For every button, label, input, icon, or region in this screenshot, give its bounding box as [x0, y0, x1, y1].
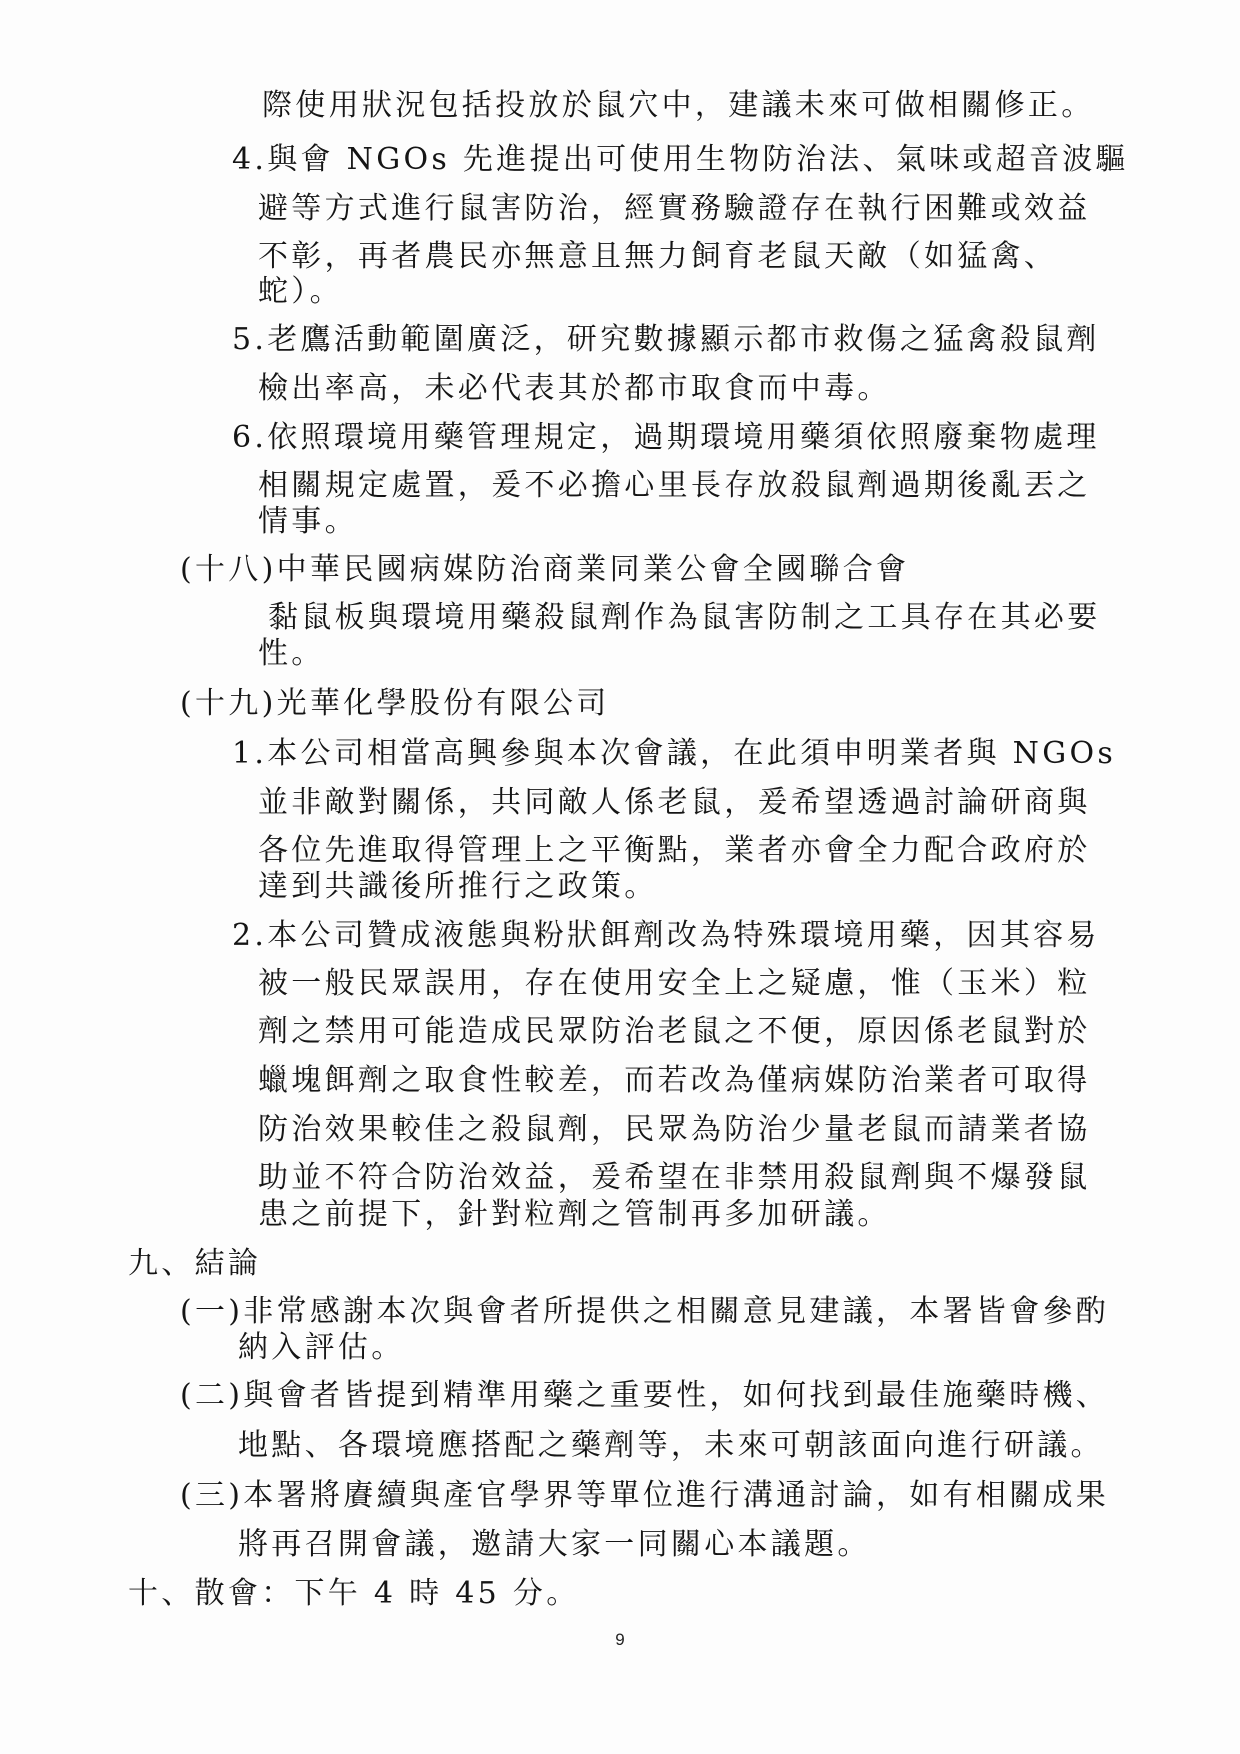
- text-line: 助並不符合防治效益，爰希望在非禁用殺鼠劑與不爆發鼠: [258, 1160, 1091, 1195]
- text-line: (三)本署將賡續與產官學界等單位進行溝通討論，如有相關成果: [180, 1478, 1110, 1513]
- section-heading: 九、結論: [128, 1246, 262, 1281]
- text-line: 蛇）。: [258, 274, 343, 309]
- text-line: 黏鼠板與環境用藥殺鼠劑作為鼠害防制之工具存在其必要: [268, 600, 1101, 635]
- text-line: 性。: [258, 636, 325, 671]
- text-line: 地點、各環境應搭配之藥劑等，未來可朝該面向進行研議。: [238, 1428, 1104, 1463]
- text-line: 蠟塊餌劑之取食性較差，而若改為僅病媒防治業者可取得: [258, 1063, 1091, 1098]
- text-line: (一)非常感謝本次與會者所提供之相關意見建議，本署皆會參酌: [180, 1294, 1110, 1329]
- text-line: 相關規定處置，爰不必擔心里長存放殺鼠劑過期後亂丟之: [258, 468, 1091, 503]
- text-line: 情事。: [258, 504, 358, 539]
- section-heading: (十八)中華民國病媒防治商業同業公會全國聯合會: [180, 552, 910, 587]
- text-line: 患之前提下，針對粒劑之管制再多加研議。: [258, 1197, 891, 1232]
- text-line: 防治效果較佳之殺鼠劑，民眾為防治少量老鼠而請業者協: [258, 1112, 1091, 1147]
- text-line: 5.老鷹活動範圍廣泛，研究數據顯示都市救傷之猛禽殺鼠劑: [232, 322, 1100, 357]
- text-line: 納入評估。: [238, 1330, 405, 1365]
- text-line: 2.本公司贊成液態與粉狀餌劑改為特殊環境用藥，因其容易: [232, 918, 1100, 953]
- text-line: 被一般民眾誤用，存在使用安全上之疑慮，惟（玉米）粒: [258, 966, 1091, 1001]
- text-line: 1.本公司相當高興參與本次會議，在此須申明業者與 NGOs: [232, 736, 1117, 771]
- text-line: 劑之禁用可能造成民眾防治老鼠之不便，原因係老鼠對於: [258, 1014, 1091, 1049]
- text-line: 檢出率高，未必代表其於都市取食而中毒。: [258, 371, 891, 406]
- page-number: 9: [615, 1630, 625, 1649]
- text-line: 達到共識後所推行之政策。: [258, 869, 658, 904]
- text-line: 6.依照環境用藥管理規定，過期環境用藥須依照廢棄物處理: [232, 420, 1100, 455]
- text-line: 各位先進取得管理上之平衡點，業者亦會全力配合政府於: [258, 833, 1091, 868]
- text-line: 4.與會 NGOs 先進提出可使用生物防治法、氣味或超音波驅: [232, 142, 1129, 177]
- text-line: 避等方式進行鼠害防治，經實務驗證存在執行困難或效益: [258, 191, 1091, 226]
- section-heading: 十、散會：下午 4 時 45 分。: [128, 1576, 580, 1611]
- text-line: (二)與會者皆提到精準用藥之重要性，如何找到最佳施藥時機、: [180, 1378, 1110, 1413]
- text-line: 並非敵對關係，共同敵人係老鼠，爰希望透過討論研商與: [258, 785, 1091, 820]
- text-line: 際使用狀況包括投放於鼠穴中，建議未來可做相關修正。: [262, 88, 1095, 123]
- text-line: 不彰，再者農民亦無意且無力飼育老鼠天敵（如猛禽、: [258, 239, 1058, 274]
- text-line: 將再召開會議，邀請大家一同關心本議題。: [238, 1527, 871, 1562]
- section-heading: (十九)光華化學股份有限公司: [180, 686, 610, 721]
